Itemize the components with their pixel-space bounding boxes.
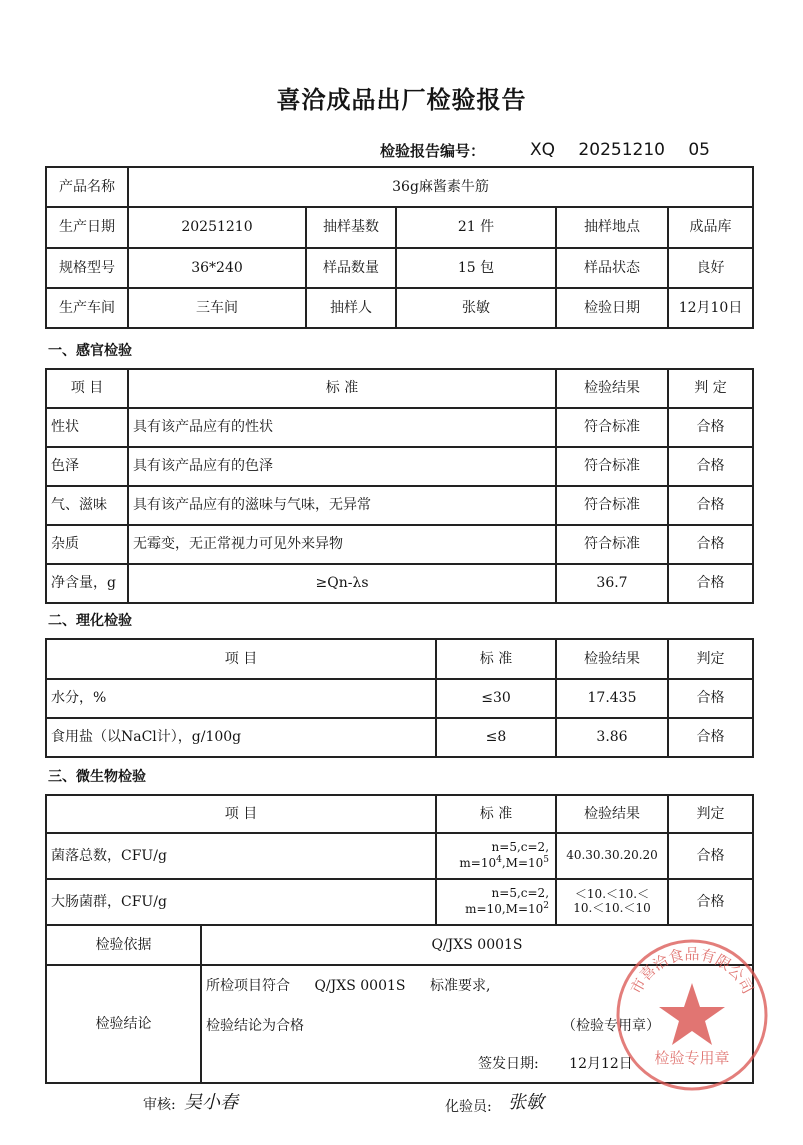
micro-header-item: 项 目 <box>46 795 436 833</box>
physchem-judge: 合格 <box>668 718 753 757</box>
sensory-result: 符合标准 <box>556 525 668 564</box>
conclusion-label: 检验结论 <box>46 965 201 1083</box>
conclusion-standard-code: Q/JXS 0001S <box>314 978 406 994</box>
inspection-stamp <box>612 935 772 1095</box>
micro-standard <box>436 833 556 879</box>
micro-standard-line2 <box>437 855 549 871</box>
sensory-standard: 具有该产品应有的色泽 <box>128 447 556 486</box>
sensory-standard: 具有该产品应有的性状 <box>128 408 556 447</box>
sensory-item: 性状 <box>46 408 128 447</box>
seal-note: （检验专用章） <box>562 1018 660 1034</box>
sampler-label: 抽样人 <box>306 288 396 328</box>
physchem-header-result: 检验结果 <box>556 639 668 679</box>
sample-state-label: 样品状态 <box>556 248 668 288</box>
sensory-result: 36.7 <box>556 564 668 603</box>
report-number-value: XQ 20251210 05 <box>530 140 710 160</box>
production-date-value: 20251210 <box>128 207 306 248</box>
sample-qty-value: 15 包 <box>396 248 556 288</box>
physchem-result: 3.86 <box>556 718 668 757</box>
product-info-table <box>45 166 754 329</box>
table-row <box>46 679 753 718</box>
sensory-item: 色泽 <box>46 447 128 486</box>
micro-standard-line1: n=5,c=2, <box>491 840 550 855</box>
sensory-result: 符合标准 <box>556 408 668 447</box>
issue-date <box>478 1056 633 1072</box>
physchem-judge: 合格 <box>668 679 753 718</box>
sensory-result: 符合标准 <box>556 486 668 525</box>
micro-header-result: 检验结果 <box>556 795 668 833</box>
micro-header-standard: 标 准 <box>436 795 556 833</box>
sensory-item: 净含量，g <box>46 564 128 603</box>
table-row <box>46 718 753 757</box>
sensory-judge: 合格 <box>668 486 753 525</box>
sensory-standard: ≥Qn-λs <box>128 564 556 603</box>
inspector-label: 化验员: <box>445 1099 492 1115</box>
micro-judge: 合格 <box>668 833 753 879</box>
sensory-header-result: 检验结果 <box>556 369 668 408</box>
sample-place-label: 抽样地点 <box>556 207 668 248</box>
inspect-date-value: 12月10日 <box>668 288 753 328</box>
micro-standard-m: m=10 <box>459 856 497 870</box>
inspector-signature: 张敏 <box>508 1092 544 1113</box>
micro-result-line1: ＜10.＜10.＜ <box>574 887 650 902</box>
micro-standard-M-exp: 2 <box>543 901 550 911</box>
micro-standard-m-exp: 4 <box>496 855 502 865</box>
sample-state-value: 良好 <box>668 248 753 288</box>
product-name-value: 36g麻酱素牛筋 <box>128 167 753 207</box>
sensory-judge: 合格 <box>668 408 753 447</box>
micro-header-judge: 判定 <box>668 795 753 833</box>
physchem-header-item: 项 目 <box>46 639 436 679</box>
physchem-result: 17.435 <box>556 679 668 718</box>
workshop-label: 生产车间 <box>46 288 128 328</box>
micro-result: 40.30.30.20.20 <box>556 833 668 879</box>
sensory-header-item: 项 目 <box>46 369 128 408</box>
micro-result-line2: 10.＜10.＜10 <box>573 901 651 915</box>
micro-standard-line1: n=5,c=2, <box>491 886 550 901</box>
basis-value: Q/JXS 0001S <box>201 925 753 965</box>
workshop-value: 三车间 <box>128 288 306 328</box>
micro-standard-m: m=10,M=10 <box>465 902 544 916</box>
sample-place-value: 成品库 <box>668 207 753 248</box>
sensory-judge: 合格 <box>668 525 753 564</box>
sensory-item: 杂质 <box>46 525 128 564</box>
product-name-label: 产品名称 <box>46 167 128 207</box>
sensory-item: 气、滋味 <box>46 486 128 525</box>
table-row <box>46 879 753 925</box>
physchem-header-standard: 标 准 <box>436 639 556 679</box>
table-row <box>46 447 753 486</box>
issue-date-value: 12月12日 <box>569 1056 633 1072</box>
physchem-item: 水分，% <box>46 679 436 718</box>
conclusion-line1 <box>206 978 490 994</box>
micro-item: 大肠菌群，CFU/g <box>46 879 436 925</box>
micro-judge: 合格 <box>668 879 753 925</box>
sample-base-label: 抽样基数 <box>306 207 396 248</box>
stamp-inner-text: 检验专用章 <box>654 1049 730 1067</box>
micro-standard-M-exp: 5 <box>543 855 550 865</box>
physchem-table <box>45 638 754 758</box>
report-title: 喜洽成品出厂检验报告 <box>276 86 527 114</box>
table-row <box>46 408 753 447</box>
micro-standard-M: ,M=10 <box>501 856 544 870</box>
basis-label: 检验依据 <box>46 925 201 965</box>
micro-standard <box>436 879 556 925</box>
reviewer-signature: 吴小春 <box>184 1092 238 1113</box>
production-date-label: 生产日期 <box>46 207 128 248</box>
conclusion-text-c: 标准要求, <box>429 978 491 994</box>
table-row <box>46 833 753 879</box>
sample-qty-label: 样品数量 <box>306 248 396 288</box>
sensory-heading: 一、感官检验 <box>48 343 132 359</box>
physchem-heading: 二、理化检验 <box>48 613 132 629</box>
table-row <box>46 486 753 525</box>
physchem-standard: ≤30 <box>436 679 556 718</box>
micro-result <box>556 879 668 925</box>
sensory-judge: 合格 <box>668 447 753 486</box>
table-row <box>46 525 753 564</box>
physchem-item: 食用盐（以NaCl计），g/100g <box>46 718 436 757</box>
sensory-judge: 合格 <box>668 564 753 603</box>
sensory-standard: 具有该产品应有的滋味与气味，无异常 <box>128 486 556 525</box>
star-icon <box>659 983 725 1045</box>
sensory-table <box>45 368 754 604</box>
issue-date-label: 签发日期: <box>478 1056 539 1072</box>
physchem-standard: ≤8 <box>436 718 556 757</box>
physchem-header-judge: 判定 <box>668 639 753 679</box>
spec-label: 规格型号 <box>46 248 128 288</box>
conclusion-text-a: 所检项目符合 <box>206 978 290 994</box>
spec-value: 36*240 <box>128 248 306 288</box>
sampler-value: 张敏 <box>396 288 556 328</box>
sensory-standard: 无霉变，无正常视力可见外来异物 <box>128 525 556 564</box>
table-row <box>46 564 753 603</box>
reviewer-label: 审核: <box>143 1097 176 1113</box>
micro-heading: 三、微生物检验 <box>48 769 146 785</box>
micro-item: 菌落总数，CFU/g <box>46 833 436 879</box>
stamp-outer-text: 市喜洽食品有限公司 <box>626 945 758 997</box>
inspect-date-label: 检验日期 <box>556 288 668 328</box>
report-number-label: 检验报告编号： <box>380 142 486 160</box>
sensory-header-standard: 标 准 <box>128 369 556 408</box>
sample-base-value: 21 件 <box>396 207 556 248</box>
conclusion-line2: 检验结论为合格 <box>206 1018 304 1034</box>
micro-standard-line2 <box>437 901 549 917</box>
sensory-result: 符合标准 <box>556 447 668 486</box>
sensory-header-judge: 判 定 <box>668 369 753 408</box>
